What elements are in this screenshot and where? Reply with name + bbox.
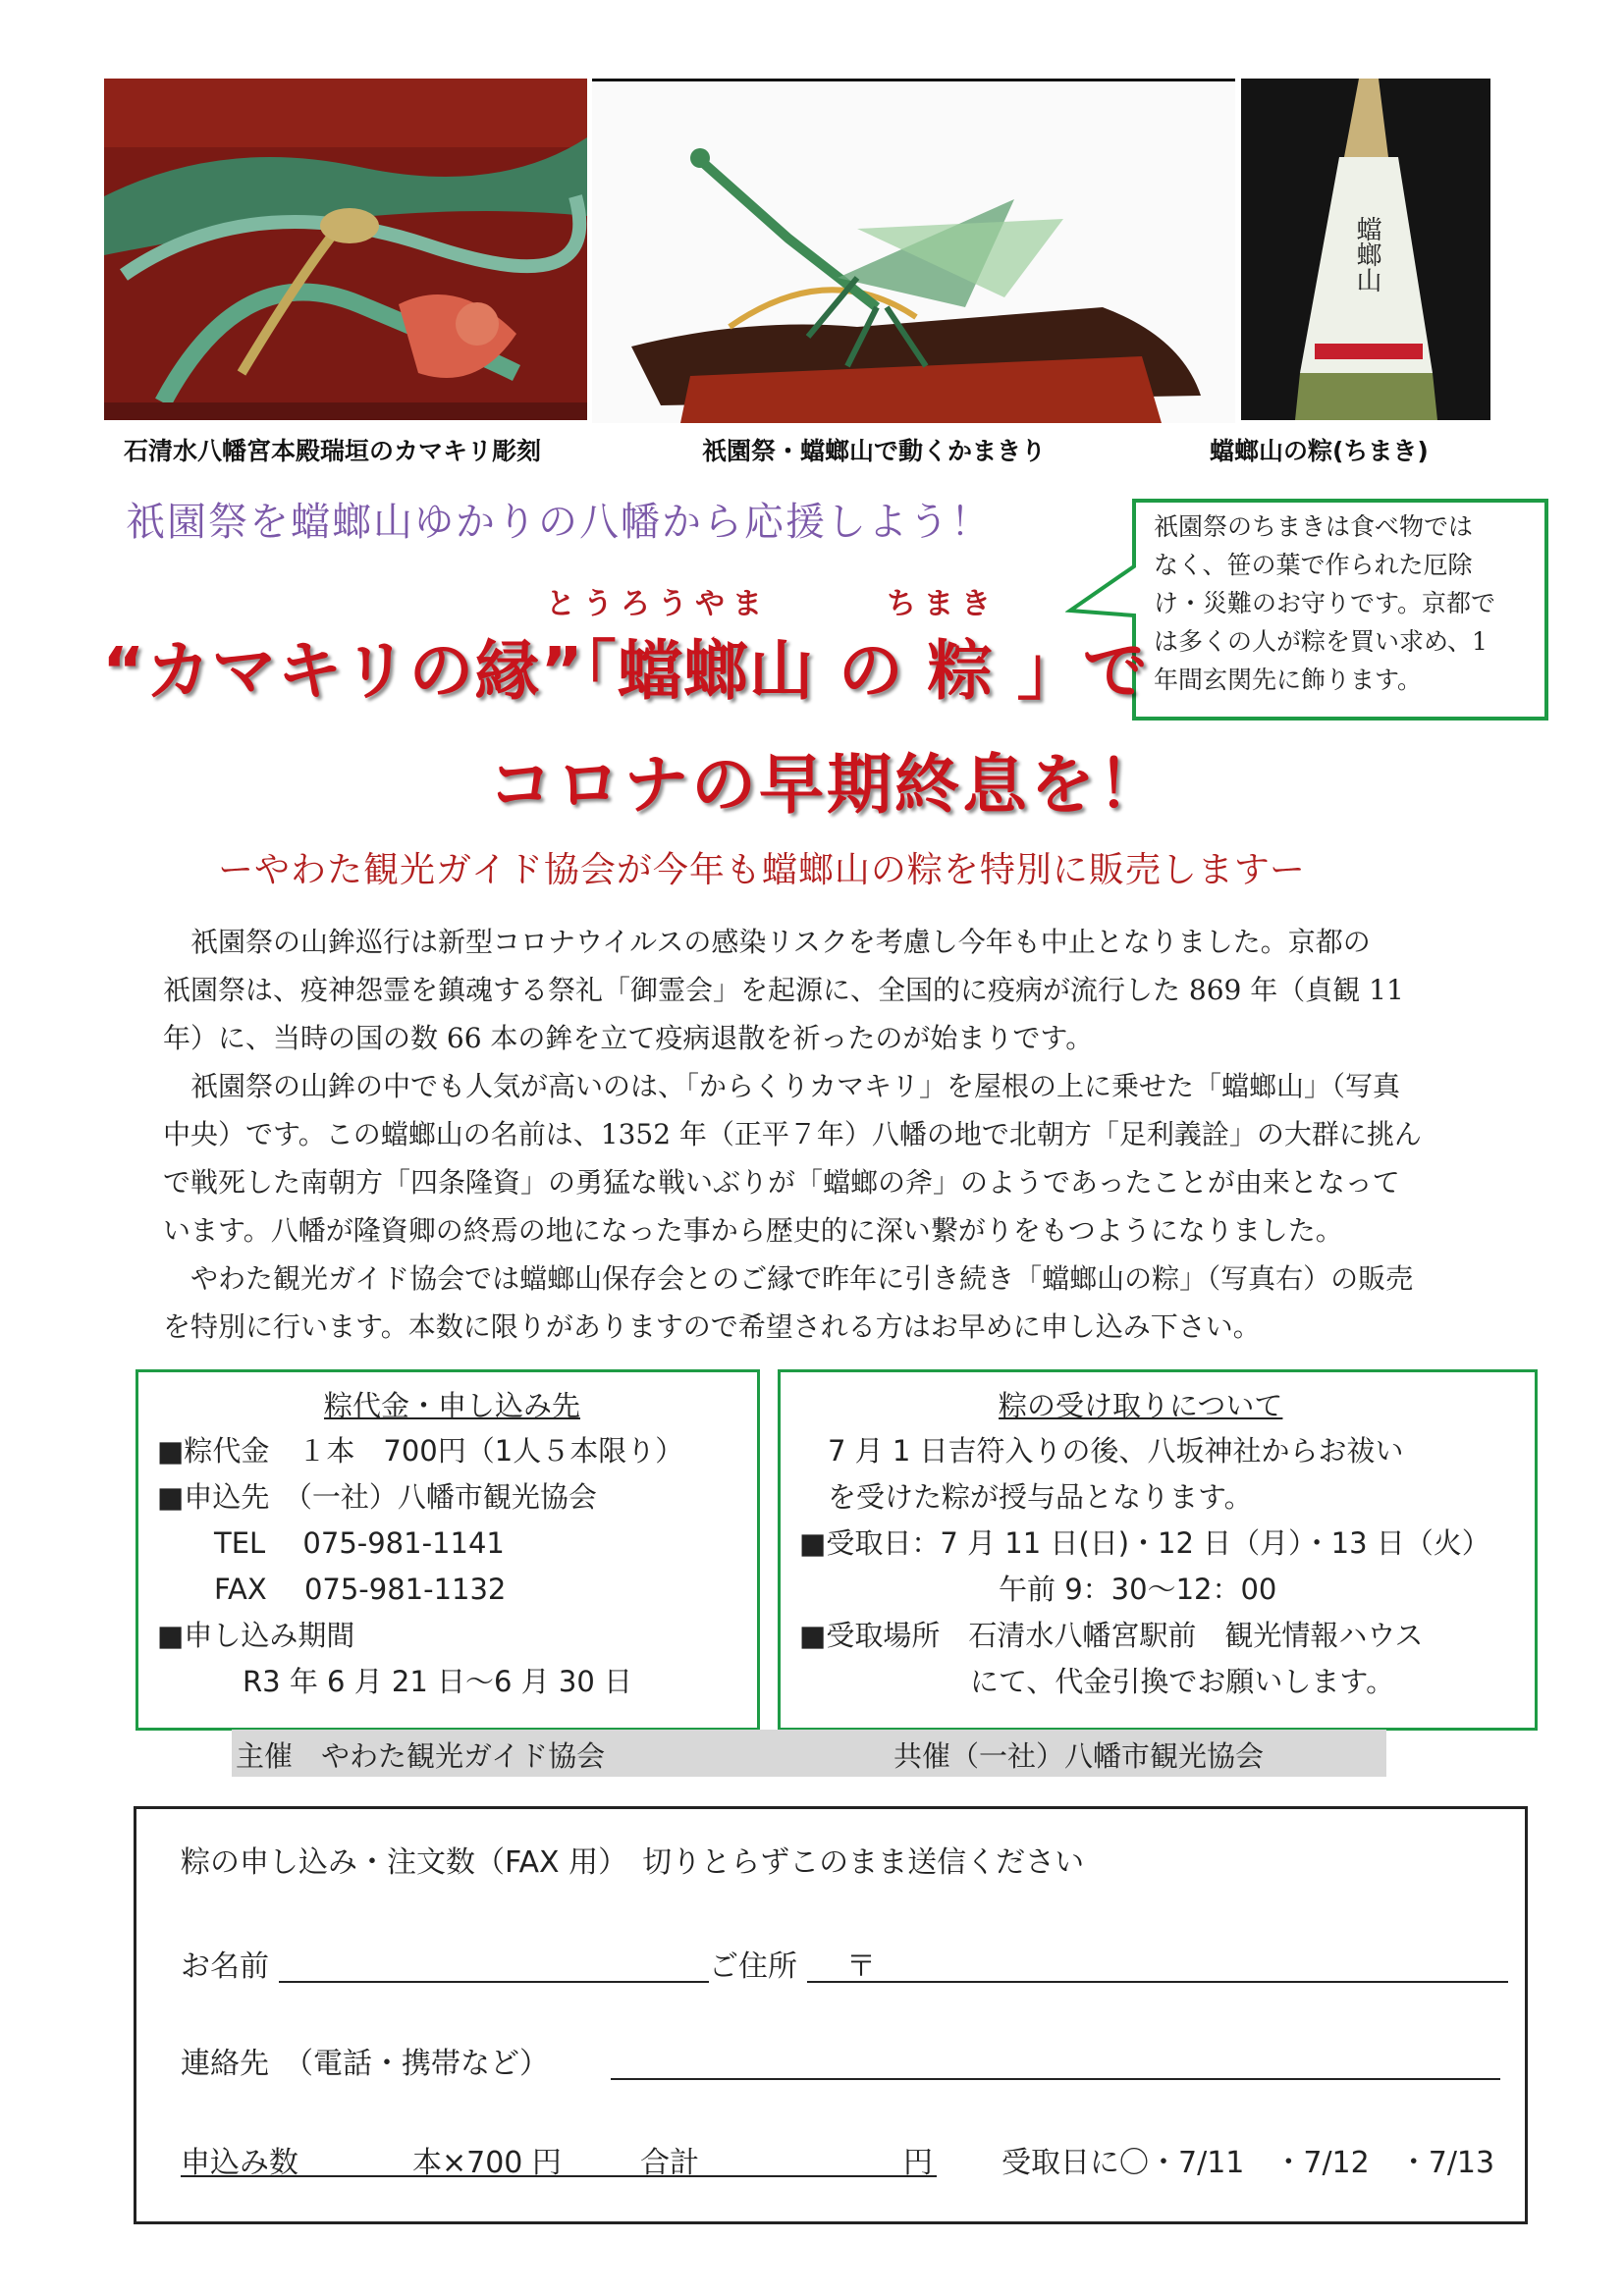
- quantity-label: 申込み数: [181, 2146, 298, 2180]
- chimaki-label: 蟷螂山: [1352, 216, 1381, 293]
- yen-label: 円: [903, 2146, 933, 2180]
- pickup-box-title: 粽の受け取りについて: [999, 1389, 1283, 1422]
- body-line: 中央）です。この蟷螂山の名前は、1352 年（正平７年）八幡の地で北朝方「足利義詮」の大群に挑ん: [163, 1118, 1422, 1150]
- photo-mantis-carving: [104, 79, 587, 420]
- subtitle: 祇園祭を蟷螂山ゆかりの八幡から応援しよう！: [126, 500, 992, 545]
- total-label: 合計: [640, 2146, 699, 2180]
- pickup-place-line: にて、代金引換でお願いします。: [799, 1665, 1395, 1698]
- photo-karakuri-mantis: [592, 79, 1235, 423]
- photo-chimaki: [1241, 79, 1490, 420]
- pickup-line: 7 月 1 日吉符入りの後、八坂神社からお祓い: [799, 1434, 1404, 1468]
- pickup-time-line: 午前 9：30〜12：00: [799, 1573, 1277, 1606]
- form-heading: 粽の申し込み・注文数（FAX 用） 切りとらずこのまま送信ください: [181, 1845, 1085, 1880]
- callout-line: 年間玄関先に飾ります。: [1154, 666, 1423, 694]
- caption-right: 蟷螂山の粽(ちまき): [1210, 437, 1429, 465]
- price-box-title: 粽代金・申し込み先: [324, 1389, 581, 1422]
- name-field[interactable]: [279, 1981, 709, 1983]
- postal-mark: 〒: [846, 1949, 876, 1984]
- tagline: ーやわた観光ガイド協会が今年も蟷螂山の粽を特別に販売しますー: [218, 850, 1306, 890]
- quantity-field[interactable]: [181, 2175, 937, 2177]
- body-line: います。八幡が隆資卿の終焉の地になった事から歴史的に深い繋がりをもつようになりました。: [163, 1214, 1343, 1247]
- headline-ruby-touroyama: とうろうやま: [546, 587, 770, 621]
- body-line: を特別に行います。本数に限りがありますので希望される方はお早めに申し込み下さい。: [163, 1310, 1261, 1343]
- pickup-place-line: ■受取場所 石清水八幡宮駅前 観光情報ハウス: [799, 1619, 1424, 1652]
- price-line: ■粽代金 １本 700円（1人５本限り）: [157, 1434, 684, 1468]
- body-line: やわた観光ガイド協会では蟷螂山保存会とのご縁で昨年に引き続き「蟷螂山の粽」（写真右）の販売: [163, 1262, 1414, 1295]
- body-line: 年）に、当時の国の数 66 本の鉾を立て疫病退散を祈ったのが始まりです。: [163, 1022, 1094, 1054]
- callout-text: [1154, 507, 1495, 699]
- body-line: 祇園祭の山鉾の中でも人気が高いのは、「からくりカマキリ」を屋根の上に乗せた「蟷螂山」（写真: [163, 1070, 1401, 1102]
- body-line: 祇園祭の山鉾巡行は新型コロナウイルスの感染リスクを考慮し今年も中止となりました。京都の: [163, 926, 1371, 958]
- callout-line: 祇園祭のちまきは食べ物では: [1154, 512, 1474, 541]
- contact-field[interactable]: [611, 2078, 1500, 2080]
- address-field[interactable]: [807, 1981, 1508, 1983]
- cosponsor: 共催（一社）八幡市観光協会: [893, 1739, 1265, 1773]
- pickup-date-choice[interactable]: 受取日に〇・7/11 ・7/12 ・7/13: [1001, 2146, 1495, 2180]
- price-box-lines: [157, 1428, 683, 1705]
- body-line: 祇園祭は、疫神怨霊を鎮魂する祭礼「御霊会」を起源に、全国的に疫病が流行した 869 年（貞観 11: [163, 974, 1404, 1006]
- headline-ruby-chimaki: ちまき: [887, 587, 999, 621]
- fax-line: FAX 075-981-1132: [157, 1573, 507, 1606]
- tel-line: TEL 075-981-1141: [157, 1526, 505, 1560]
- contact-label: 連絡先 （電話・携帯など）: [181, 2047, 549, 2081]
- address-label: ご住所: [709, 1949, 797, 1984]
- body-text: [163, 918, 1538, 1351]
- headline-line2: コロナの早期終息を！: [488, 747, 1165, 823]
- pickup-date-line: ■受取日：7 月 11 日(日)・12 日（月）・13 日（火）: [799, 1526, 1490, 1560]
- quantity-unit: 本×700 円: [412, 2146, 562, 2180]
- headline-line1: “カマキリの縁”「蟷螂山 の 粽 」で: [102, 633, 1149, 709]
- application-line: ■申込先 （一社）八幡市観光協会: [157, 1480, 597, 1514]
- period-label: ■申し込み期間: [157, 1619, 355, 1652]
- callout-line: なく、笹の葉で作られた厄除: [1154, 551, 1473, 579]
- period-line: R3 年 6 月 21 日〜6 月 30 日: [157, 1665, 633, 1698]
- caption-center: 祇園祭・蟷螂山で動くかまきり: [702, 437, 1047, 465]
- body-line: で戦死した南朝方「四条隆資」の勇猛な戦いぶりが「蟷螂の斧」のようであったことが由来となって: [163, 1166, 1400, 1199]
- pickup-line: を受けた粽が授与品となります。: [799, 1480, 1253, 1514]
- caption-left: 石清水八幡宮本殿瑞垣のカマキリ彫刻: [124, 437, 542, 465]
- name-label: お名前: [181, 1949, 269, 1984]
- callout-line: け・災難のお守りです。京都で: [1154, 589, 1496, 617]
- pickup-box-lines: [799, 1428, 1490, 1705]
- organizer: 主催 やわた観光ガイド協会: [236, 1739, 606, 1773]
- callout-line: は多くの人が粽を買い求め、1: [1154, 627, 1488, 656]
